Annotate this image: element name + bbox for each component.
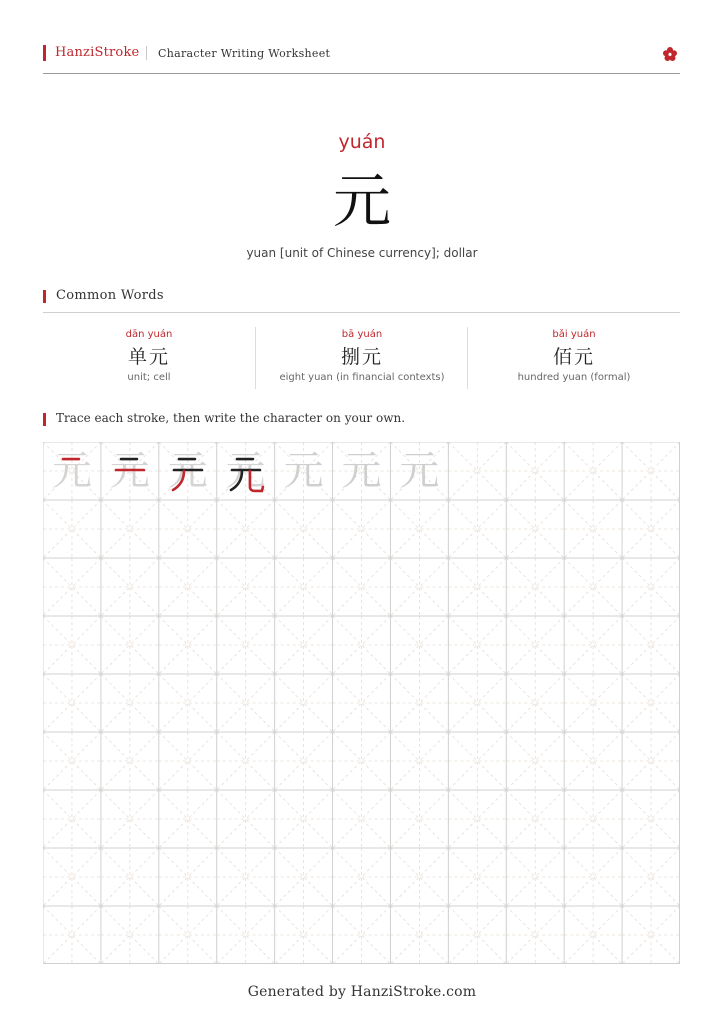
stroke-step-cell: 元 [225, 448, 266, 494]
character-meaning: yuan [unit of Chinese currency]; dollar [246, 246, 478, 260]
stroke-step-cell: 元 [109, 448, 150, 494]
trace-cell[interactable]: 元 [341, 448, 382, 494]
stroke-overlay [159, 442, 217, 500]
word-pinyin: dān yuán [125, 329, 173, 340]
word-gloss: hundred yuan (formal) [517, 372, 631, 383]
header-divider [146, 46, 147, 60]
word-gloss: unit; cell [127, 372, 171, 383]
grid-lines [43, 442, 680, 964]
word-hanzi: 单元 [127, 346, 170, 368]
word-pinyin: bǎi yuán [552, 329, 596, 340]
main-pinyin: yuán [338, 131, 386, 153]
section-accent-bar [43, 413, 46, 426]
word-card [43, 327, 255, 389]
stroke-overlay [43, 442, 101, 500]
brand-name[interactable]: HanziStroke [55, 45, 140, 60]
stroke-step-cell: 元 [167, 448, 208, 494]
word-pinyin: bā yuán [341, 329, 383, 340]
trace-cell[interactable]: 元 [283, 448, 324, 494]
word-hanzi: 佰元 [552, 346, 595, 368]
common-words-heading [43, 288, 680, 313]
stroke-step-cell: 元 [51, 448, 92, 494]
plum-blossom-icon [662, 46, 678, 62]
common-words-list [43, 327, 680, 389]
word-card [255, 327, 468, 389]
trace-cell[interactable]: 元 [399, 448, 440, 494]
stroke-overlay [101, 442, 159, 500]
brand-accent-bar [43, 45, 46, 61]
section-title: Common Words [56, 288, 164, 303]
word-gloss: eight yuan (in financial contexts) [279, 372, 445, 383]
practice-instruction: Trace each stroke, then write the character on your own. [56, 411, 406, 425]
word-card [467, 327, 680, 389]
practice-grid[interactable] [43, 442, 680, 964]
worksheet-header [43, 44, 680, 74]
section-accent-bar [43, 290, 46, 303]
worksheet-subtitle: Character Writing Worksheet [158, 47, 331, 60]
practice-heading [43, 411, 680, 431]
word-hanzi: 捌元 [340, 346, 383, 368]
stroke-overlay [217, 442, 275, 500]
footer-credit: Generated by HanziStroke.com [247, 984, 477, 1000]
main-character: 元 [332, 167, 391, 235]
